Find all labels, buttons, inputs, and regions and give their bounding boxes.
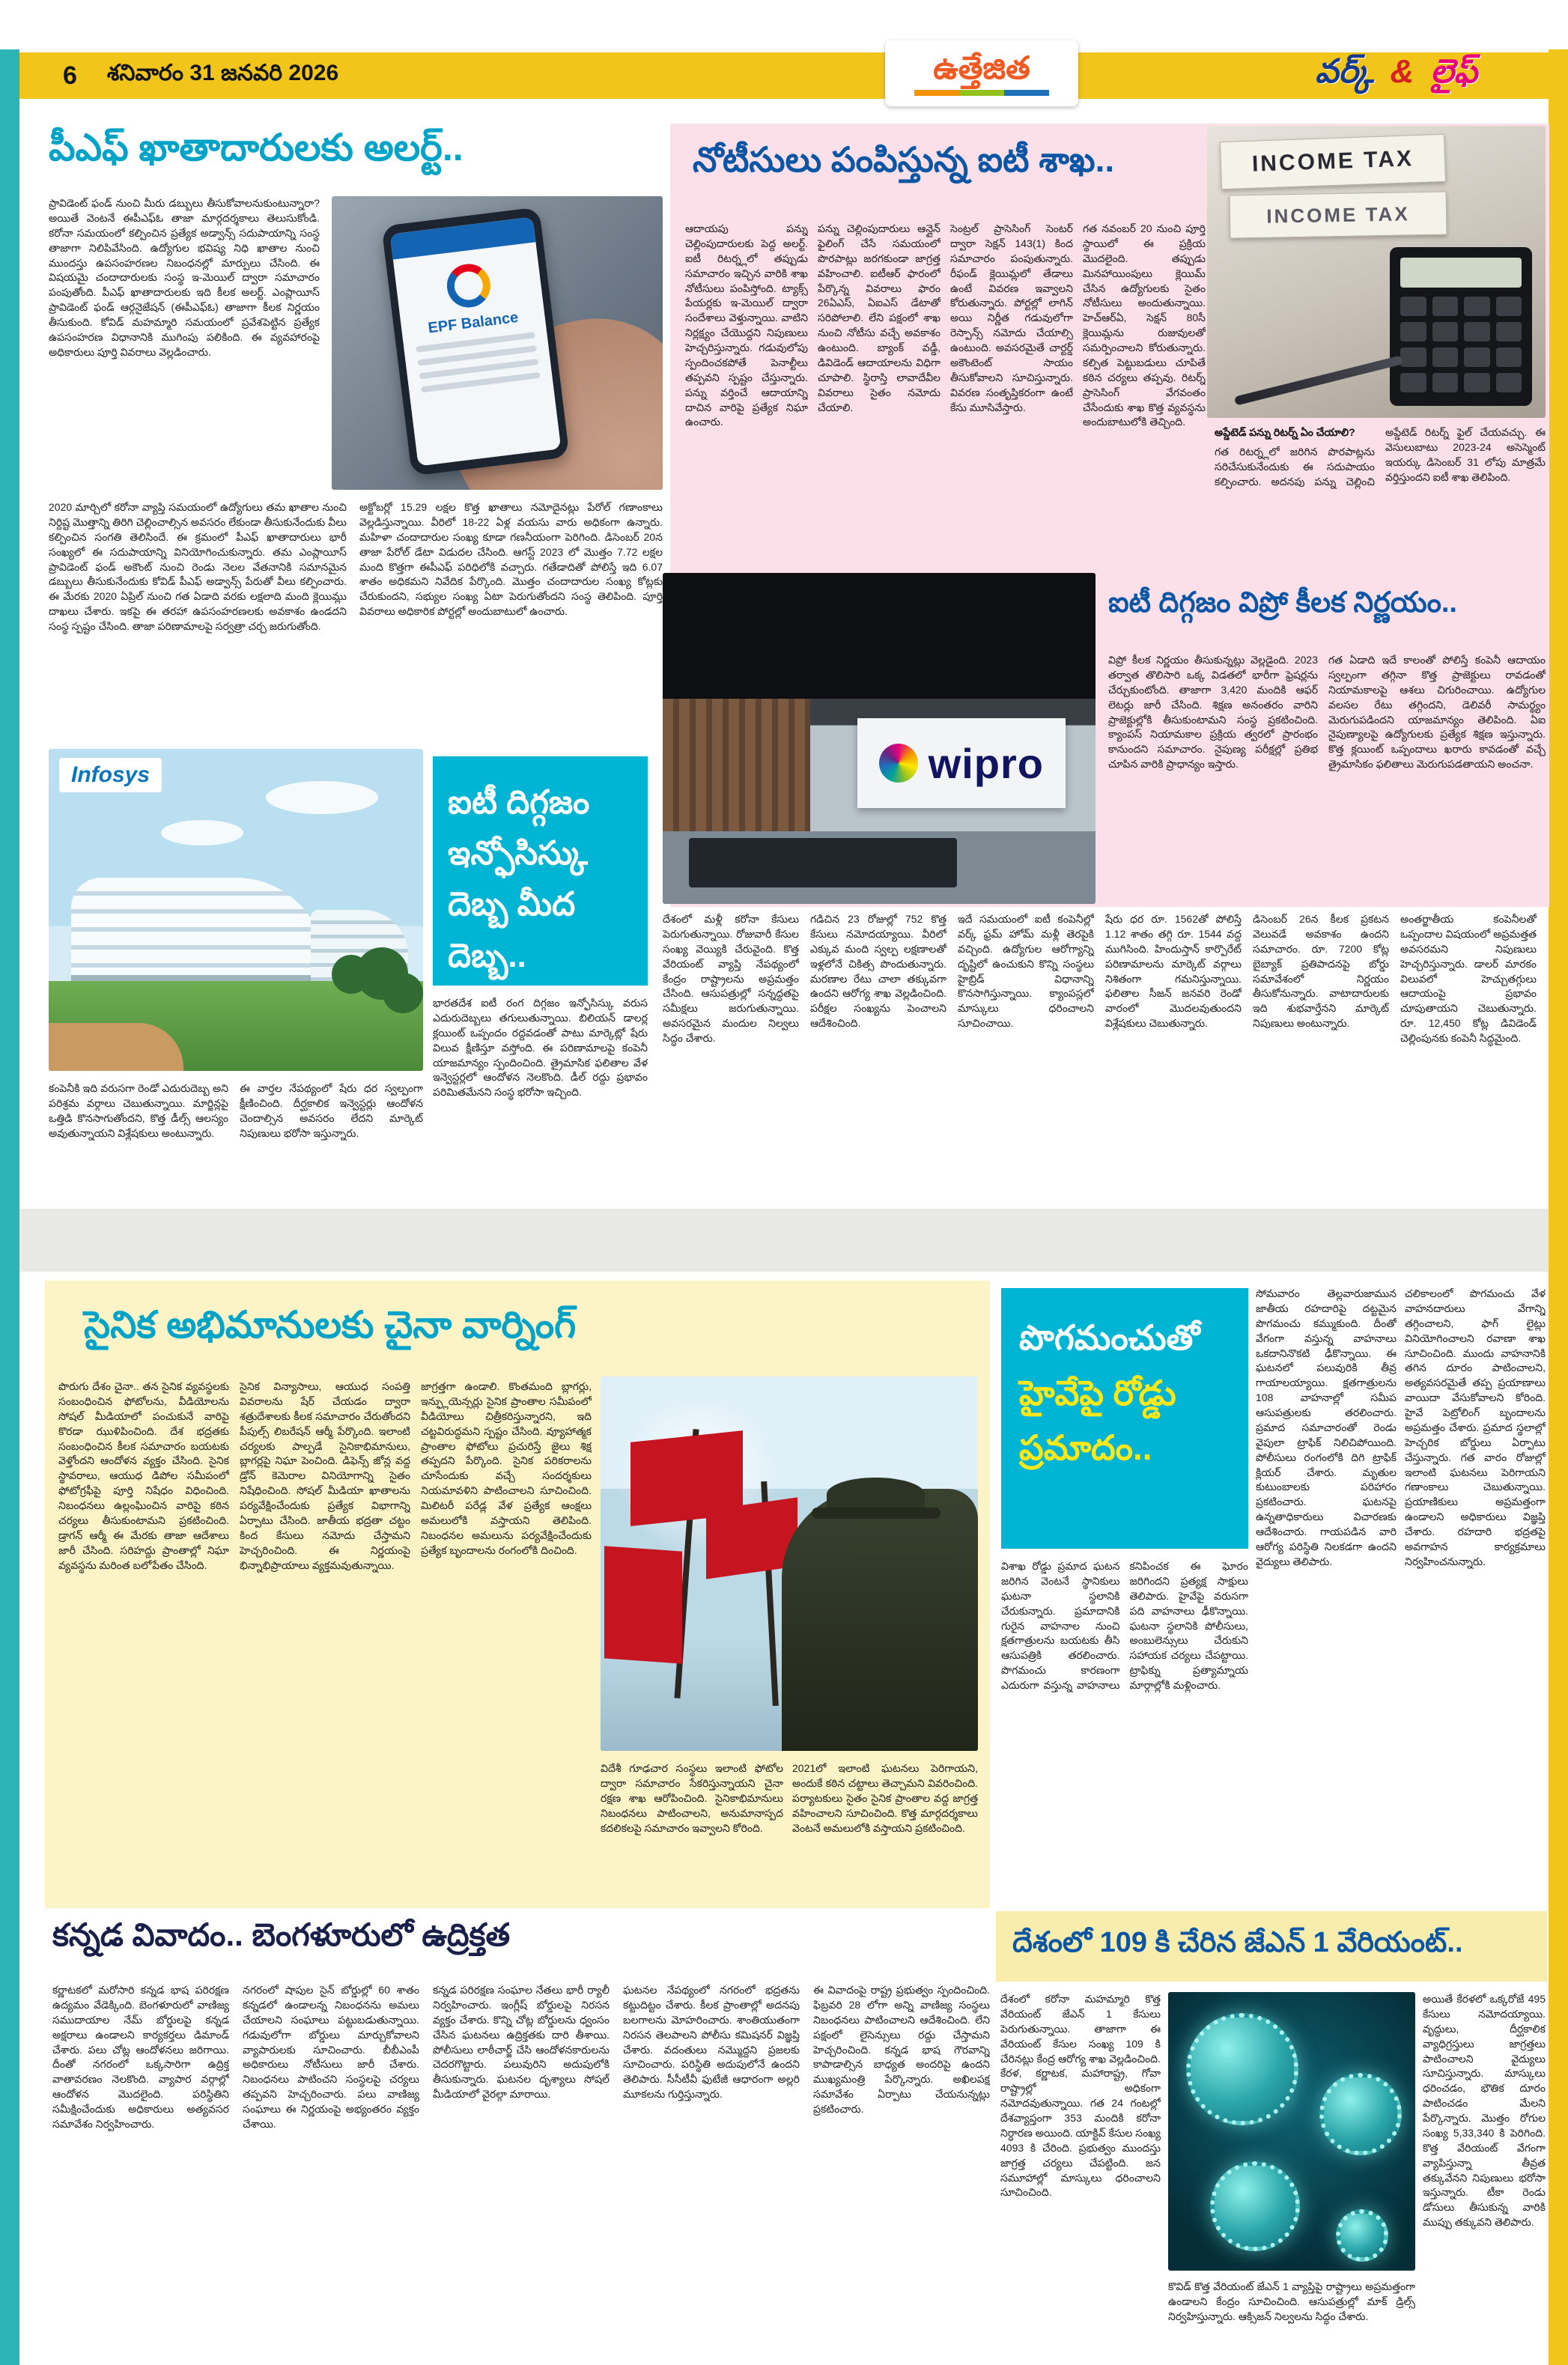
calculator-display xyxy=(1400,258,1522,288)
epf-logo-icon xyxy=(445,261,493,310)
china-soldier-photo xyxy=(601,1376,978,1751)
cloud xyxy=(161,820,243,845)
fog-headline-line: ప్రమాదం.. xyxy=(1019,1428,1152,1468)
kannada-headline: కన్నడ వివాదం.. బెంగళూరులో ఉద్రిక్తత xyxy=(52,1917,511,1952)
infosys-column: ఈ వార్తల నేపథ్యంలో షేరు ధర స్వల్పంగా క్షీణించింది. దీర్ఘకాలిక ఇన్వెస్టర్లు ఆందోళన చెందాల్సిన అవసరం లేదని మార్కెట్ నిపుణులు భరోసా ఇస్తున్నారు. xyxy=(240,1082,423,1139)
right-border-strip xyxy=(1549,49,1568,2365)
news-band-column: గడిచిన 23 రోజుల్లో 752 కొత్త కేసులు నమోదయ్యాయి. వీరిలో ఎక్కువ మంది స్వల్ప లక్షణాలతో ఇళ్లలోనే చికిత్స పొందుతున్నారు. మరణాల రేటు చాలా తక్కువగా ఉందని ఆరోగ్య శాఖ వెల్లడించింది. పరీక్షల సంఖ్యను పెంచాలని ఆదేశించింది. xyxy=(810,913,946,1030)
screen-text-lines xyxy=(404,330,552,394)
book-spine-label: INCOME TAX xyxy=(1266,201,1410,228)
fog-headline-box xyxy=(1001,1288,1248,1549)
fog-column: చలికాలంలో పొగమంచు వేళ వాహనదారులు వేగాన్ని తగ్గించాలని, ఫాగ్ లైట్లు వినియోగించాలని రవాణా శాఖ సూచించింది. ముందు వాహనానికి తగిన దూరం పాటించాలని, అత్యవసరమైతే తప్ప ప్రయాణాలు వాయిదా వేసుకోవాలని కోరింది. హైవే పెట్రోలింగ్ బృందాలను అప్రమత్తం చేశారు. ప్రమాద స్థలాల్లో హెచ్చరిక బోర్డులు ఏర్పాటు చేస్తున్నారు. గత వారం రోజుల్లో ఇలాంటి ఘటనలు పెరిగాయని గణాంకాలు చెబుతున్నాయి. ప్రయాణికులు అప్రమత్తంగా ఉండాలని అధికారులు విజ్ఞప్తి చేశారు. రహదారి భద్రతపై అవగాహన కార్యక్రమాలు నిర్వహించనున్నారు. xyxy=(1405,1287,1546,1567)
virus-particle xyxy=(1186,2013,1298,2125)
pf-column: ప్రావిడెంట్ ఫండ్ నుంచి మీరు డబ్బులు తీసుకోవాలనుకుంటున్నారా? అయితే వెంటనే ఈపీఎఫ్ఓ తాజా మార్గదర్శకాలు తెలుసుకోండి. కరోనా సమయంలో కల్పించిన ప్రత్యేక అడ్వాన్స్ సదుపాయాన్ని సంస్థ తాజాగా నిలిపివేసింది. ఉద్యోగుల భవిష్య నిధి ఖాతాల నుంచి ముందస్తు ఉపసంహరణల నిబంధనల్లో మార్పులు చేసింది. ఈ విషయమై చందాదారులకు సంస్థ ఇ-మెయిల్ ద్వారా సమాచారం పంపుతోంది. పీఎఫ్ ఖాతాదారులకు ఇది కీలక అలర్ట్. ఎంప్లాయీస్ ప్రావిడెంట్ ఫండ్ ఆర్గనైజేషన్ (ఈపీఎఫ్ఓ) తాజాగా కీలక నిర్ణయం తీసుకుంది. కోవిడ్ మహమ్మారి సమయంలో ప్రవేశపెట్టిన ప్రత్యేక ఉపసంహరణ విధానానికి ముగింపు పలికింది. ఈ వ్యవహారంపై అధికారులు పూర్తి వివరాలు వెల్లడించారు. xyxy=(49,197,320,358)
calculator-keys xyxy=(1400,297,1522,392)
pf-column: అక్టోబర్లో 15.29 లక్షల కొత్త ఖాతాలు నమోదైనట్లు పేరోల్ గణాంకాలు వెల్లడిస్తున్నాయి. వీరిలో 18-22 ఏళ్ల వయసు వారు అధికంగా ఉన్నారు. మహిళా చందాదారుల సంఖ్య కూడా గణనీయంగా పెరిగింది. డిసెంబర్ 20న తాజా పేరోల్ డేటా విడుదల చేసింది. ఆగస్ట్ 2023 లో మొత్తం 7.72 లక్షల మంది కొత్తగా ఈపీఎఫ్ పరిధిలోకి వచ్చారు. గతేడాదితో పోలిస్తే ఇది 6.07 శాతం అధికమని నివేదిక పేర్కొంది. మొత్తం చందాదారుల సంఖ్య కోట్లకు చేరుకుందని, సభ్యుల సంఖ్య ఏటా పెరుగుతోందని సంస్థ తెలిపింది. పూర్తి వివరాలు అధికారిక పోర్టల్లో అందుబాటులో ఉంచారు. xyxy=(359,501,663,618)
china-column: 2021లో ఇలాంటి ఘటనలు పెరిగాయని, అందుకే కఠిన చట్టాలు తెచ్చామని వివరించింది. పర్యాటకులు సైతం సైనిక ప్రాంతాల వద్ద జాగ్రత్త వహించాలని సూచించింది. కొత్త మార్గదర్శకాలు వెంటనే అమలులోకి వస్తాయని ప్రకటించింది. xyxy=(792,1762,978,1834)
news-band-column: అంతర్జాతీయ కంపెనీలతో ఒప్పందాల విషయంలో అప్రమత్తత అవసరమని నిపుణులు హెచ్చరిస్తున్నారు. డాలర్ మారకం విలువలో హెచ్చుతగ్గులు ఆదాయంపై ప్రభావం చూపుతాయని చెబుతున్నారు. రూ. 12,450 కోట్ల డివిడెండ్ చెల్లింపునకు కంపెనీ సిద్ధమైంది. xyxy=(1400,913,1537,1044)
infosys-headline-line: దెబ్బ మీద దెబ్బ.. xyxy=(448,886,576,974)
section-word-work: వర్క్ xyxy=(1315,52,1374,90)
infosys-headline-line: ఇన్ఫోసిస్కు xyxy=(448,835,588,872)
newspaper-logo xyxy=(885,40,1078,106)
section-separator xyxy=(19,1209,1549,1272)
book-spine-label: INCOME TAX xyxy=(1251,146,1414,177)
pf-column: 2020 మార్చిలో కరోనా వ్యాప్తి సమయంలో ఉద్యోగులు తమ ఖాతాల నుంచి నిర్దిష్ట మొత్తాన్ని తిరిగి చెల్లించాల్సిన అవసరం లేకుండా తీసుకునేందుకు వీలు కల్పించిన సంగతి తెలిసిందే. ఈ క్రమంలో పీఎఫ్ ఖాతాదారులు భారీ సంఖ్యలో ఈ సదుపాయాన్ని వినియోగించుకున్నారు. తమ ఎంప్లాయీస్ ప్రావిడెంట్ ఫండ్ అకౌంట్ నుంచి రెండు నెలల వేతనానికి సమానమైన డబ్బులు తీసుకునేందుకు కోవిడ్ పీఎఫ్ అడ్వాన్స్ పేరుతో వీలు కల్పించారు. ఈ మేరకు 2020 ఏప్రిల్ నుంచి గత ఏడాది వరకు లక్షలాది మంది క్లెయిమ్లు దాఖలు చేశారు. ఇకపై ఈ తరహా ఉపసంహరణలకు అవకాశం ఉండదని సంస్థ స్పష్టం చేసింది. తాజా పరిణామాలపై సర్వత్రా చర్చ జరుగుతోంది. xyxy=(49,501,347,632)
kannada-column: నగరంలో షాపుల సైన్ బోర్డుల్లో 60 శాతం కన్నడలో ఉండాలన్న నిబంధనను అమలు చేయాలని సంఘాలు పట్టుబడుతున్నాయి. గడువులోగా బోర్డులు మార్చుకోవాలని వ్యాపారులకు సూచించారు. బీబీఎంపీ అధికారులు నోటీసులు జారీ చేశారు. నిబంధనలు పాటించని సంస్థలపై చర్యలు తప్పవని హెచ్చరించారు. పలు వాణిజ్య సంఘాలు ఈ నిర్ణయంపై అభ్యంతరం వ్యక్తం చేశాయి. xyxy=(243,1984,419,2130)
wood-slat-wall xyxy=(663,699,810,831)
news-band-column: ఇదే సమయంలో ఐటీ కంపెనీల్లో వర్క్ ఫ్రమ్ హోమ్ మళ్లీ తెరపైకి వచ్చింది. ఉద్యోగుల ఆరోగ్యాన్ని దృష్టిలో ఉంచుకుని కొన్ని సంస్థలు హైబ్రిడ్ విధానాన్ని కొనసాగిస్తున్నాయి. క్యాంపస్లలో మాస్కులు ధరించాలని సూచించాయి. xyxy=(958,913,1094,1030)
qa-text: గత రిటర్న్లలో జరిగిన పొరపాట్లను సరిచేసుకునేందుకు ఈ సదుపాయం కల్పించారు. అదనపు పన్ను చెల్లించి అప్డేటెడ్ రిటర్న్ ఫైల్ చేయవచ్చు. ఈ వెసులుబాటు 2023-24 అసెస్మెంట్ ఇయర్కు డిసెంబర్ 31 లోపు మాత్రమే వర్తిస్తుందని ఐటీ శాఖ తెలిపింది. xyxy=(1215,426,1546,488)
wipro-column: విప్రో కీలక నిర్ణయం తీసుకున్నట్లు వెల్లడైంది. 2023 తర్వాత తొలిసారి ఒక్క విడతలో భారీగా ఫ్రెషర్లను చేర్చుకుంటోంది. తాజాగా 3,420 మందికి ఆఫర్ లెటర్లు జారీ చేసింది. శిక్షణ అనంతరం వారిని ప్రాజెక్టుల్లోకి తీసుకుంటామని సంస్థ ప్రకటించింది. క్యాంపస్ నియామకాల ప్రక్రియ త్వరలో ప్రారంభం కానుందని సమాచారం. నైపుణ్య పరీక్షల్లో ప్రతిభ చూపిన వారికి ప్రాధాన్యం ఇస్తారు. xyxy=(1108,654,1318,771)
china-column: విదేశీ గూఢచార సంస్థలు ఇలాంటి ఫోటోల ద్వారా సమాచారం సేకరిస్తున్నాయని చైనా రక్షణ శాఖ ఆరోపించింది. సైనికాభిమానులు నిబంధనలు పాటించాలని, అనుమానాస్పద కదలికలపై సమాచారం ఇవ్వాలని కోరింది. xyxy=(601,1762,783,1834)
china-headline: సైనిక అభిమానులకు చైనా వార్నింగ్ xyxy=(84,1304,577,1346)
pen xyxy=(1234,355,1403,405)
china-column: పొరుగు దేశం చైనా.. తన సైనిక వ్యవస్థలకు సంబంధించిన ఫోటోలను, వీడియోలను సోషల్ మీడియాలో పంచుకునే వారిపై కొరడా ఝుళిపించింది. దేశ భద్రతకు సంబంధించిన కీలక సమాచారం బయటకు వెళ్తోందని ఆందోళన వ్యక్తం చేసింది. సైనిక స్థావరాలు, ఆయుధ డిపోల సమీపంలో ఫోటోగ్రఫీపై పూర్తి నిషేధం విధించింది. నిబంధనలు ఉల్లంఘించిన వారిపై కఠిన చర్యలు తీసుకుంటామని ప్రకటించింది. డ్రాగన్ ఆర్మీ ఈ మేరకు తాజా ఆదేశాలు జారీ చేసింది. సరిహద్దు ప్రాంతాల్లో నిఘా వ్యవస్థను మరింత బలోపేతం చేసింది. xyxy=(58,1380,229,1571)
left-border-strip xyxy=(0,49,19,2365)
news-band-column: దేశంలో మళ్లీ కరోనా కేసులు పెరుగుతున్నాయి. రోజువారీ కేసుల సంఖ్య వెయ్యికి చేరువైంది. కొత్త వేరియంట్ వ్యాప్తి నేపథ్యంలో కేంద్రం రాష్ట్రాలను అప్రమత్తం చేసింది. ఆసుపత్రుల్లో సన్నద్ధతపై సమీక్షలు జరుగుతున్నాయి. అవసరమైన మందుల నిల్వలు సిద్ధం చేశారు. xyxy=(663,913,799,1044)
income-tax-book xyxy=(1220,134,1446,189)
wipro-office-photo xyxy=(663,573,1096,904)
news-band-column: షేరు ధర రూ. 1562తో పోలిస్తే 1.12 శాతం తగ్గి రూ. 1544 వద్ద ముగిసింది. హిందుస్తాన్ కార్పొరేట్ పరిణామాలను మార్కెట్ వర్గాలు నిశితంగా గమనిస్తున్నాయి. ఫలితాల సీజన్ జనవరి రెండో వారంలో మొదలవుతుందని విశ్లేషకులు చెబుతున్నారు. xyxy=(1105,913,1242,1030)
section-title xyxy=(1315,53,1477,99)
calculator xyxy=(1390,247,1532,406)
kannada-column: కర్ణాటకలో మరోసారి కన్నడ భాష పరిరక్షణ ఉద్యమం వేడెక్కింది. బెంగళూరులో వాణిజ్య సముదాయాల నేమ్ బోర్డులపై కన్నడ అక్షరాలు ఉండాలని కార్యకర్తలు డిమాండ్ చేశారు. పలు చోట్ల ఆందోళనలు జరిగాయి. దీంతో నగరంలో ఒక్కసారిగా ఉద్రిక్త వాతావరణం నెలకొంది. వ్యాపార వర్గాల్లో ఆందోళన మొదలైంది. పరిస్థితిని సమీక్షించేందుకు అధికారులు అత్యవసర సమావేశం నిర్వహించారు. xyxy=(52,1984,229,2130)
campus-building xyxy=(71,878,326,981)
cloud xyxy=(266,781,378,814)
qa-title: అప్డేటెడ్ పన్ను రిటర్న్ ఏం చేయాలి? xyxy=(1215,426,1355,438)
red-flag xyxy=(604,1546,682,1663)
wipro-headline: ఐటీ దిగ్గజం విప్రో కీలక నిర్ణయం.. xyxy=(1108,587,1457,619)
soldier-cap-brim xyxy=(812,1508,940,1519)
income-tax-photo xyxy=(1207,126,1546,418)
section-word-life: లైఫ్ xyxy=(1430,52,1477,90)
virus-particle xyxy=(1319,2073,1402,2155)
fog-headline-line: పొగమంచుతో xyxy=(1019,1318,1200,1357)
phone xyxy=(381,207,569,476)
it-notices-column: గత నవంబర్ 20 నుంచి పూర్తి స్థాయిలో ఈ ప్రక్రియ మొదలైంది. తప్పుడు మినహాయింపులు క్లెయిమ్ చేసిన ఉద్యోగులకు సైతం నోటీసులు అందుతున్నాయి. హెచ్ఆర్ఏ, సెక్షన్ 80సీ క్లెయిమ్లను రుజువులతో సమర్పించాలని కోరుతున్నారు. కల్పిత పెట్టుబడులు చూపితే కఠిన చర్యలు తప్పవు. రిటర్న్ ప్రాసెసింగ్ వేగవంతం చేసేందుకు శాఖ కొత్త వ్యవస్థను అందుబాటులోకి తెచ్చింది. xyxy=(1083,222,1206,428)
pathway xyxy=(49,1023,183,1072)
it-notices-column: ఆదాయపు పన్ను చెల్లింపుదారులకు పెద్ద అలర్ట్. ఐటీ రిటర్న్లలో తప్పుడు సమాచారం ఇచ్చిన వారికి శాఖ నోటీసులు పంపిస్తోంది. ట్యాక్స్ పేయర్లకు ఇ-మెయిల్ ద్వారా సందేశాలు వెళ్తున్నాయి. వాటిని నిర్లక్ష్యం చేయొద్దని నిపుణులు హెచ్చరిస్తున్నారు. గడువులోపు స్పందించకపోతే పెనాల్టీలు తప్పవని స్పష్టం చేస్తున్నారు. పన్ను వర్తించే ఆదాయాన్ని దాచిన వారిపై ప్రత్యేక నిఘా ఉంచారు. xyxy=(685,222,808,428)
infosys-column: భారతదేశ ఐటీ రంగ దిగ్గజం ఇన్ఫోసిస్కు వరుస ఎదురుదెబ్బలు తగులుతున్నాయి. బిలియన్ డాలర్ల క్లయింట్ ఒప్పందం రద్దవడంతో పాటు మార్కెట్లో షేరు విలువ క్షీణిస్తూ వస్తోంది. ఈ పరిణామాలపై కంపెనీ యాజమాన్యం స్పందించింది. త్రైమాసిక ఫలితాల వేళ ఇన్వెస్టర్లలో ఆందోళన నెలకొంది. డీల్ రద్దు ప్రభావం పరిమితమేనని సంస్థ భరోసా ఇచ్చింది. xyxy=(433,997,648,1099)
virus-particle xyxy=(1210,2161,1300,2251)
income-tax-book xyxy=(1230,191,1447,238)
tree xyxy=(383,973,423,1013)
newspaper-logo-text: ఉత్తేజిత xyxy=(933,49,1030,85)
jn1-column: అయితే కేరళలో ఒక్కరోజే 495 కేసులు నమోదయ్యాయి. వృద్ధులు, దీర్ఘకాలిక వ్యాధిగ్రస్తులు జాగ్రత్తలు పాటించాలని వైద్యులు సూచిస్తున్నారు. మాస్కులు ధరించడం, భౌతిక దూరం పాటించడం మేలని పేర్కొన్నారు. మొత్తం రోగుల సంఖ్య 5,33,340 కి పెరిగింది. కొత్త వేరియంట్ వేగంగా వ్యాపిస్తున్నా తీవ్రత తక్కువేనని నిపుణులు భరోసా ఇస్తున్నారు. టీకా రెండు డోసులు తీసుకున్న వారికి ముప్పు తక్కువని తెలిపారు. xyxy=(1423,1993,1546,2229)
it-notices-headline: నోటీసులు పంపిస్తున్న ఐటీ శాఖ.. xyxy=(693,140,1115,179)
fog-headline-line: హైవేపై రోడ్డు xyxy=(1019,1373,1176,1412)
phone-screen xyxy=(390,216,562,466)
news-band-column: డిసెంబర్ 26న కీలక ప్రకటన వెలువడే అవకాశం ఉందని సమాచారం. రూ. 7200 కోట్ల బైబ్యాక్ ప్రతిపాదనపై బోర్డు సమావేశంలో నిర్ణయం తీసుకోనున్నారు. వాటాదారులకు ఇది శుభవార్తేనని మార్కెట్ నిపుణులు అంటున్నారు. xyxy=(1253,913,1389,1030)
app-header-bar xyxy=(390,216,536,259)
logo-underline xyxy=(914,90,1049,96)
jn1-column: దేశంలో కరోనా మహమ్మారి కొత్త వేరియంట్ జేఎన్ 1 కేసులు పెరుగుతున్నాయి. తాజాగా ఈ వేరియంట్ కేసుల సంఖ్య 109 కి చేరినట్లు కేంద్ర ఆరోగ్య శాఖ వెల్లడించింది. కేరళ, కర్ణాటక, మహారాష్ట్ర, గోవా రాష్ట్రాల్లో అధికంగా నమోదవుతున్నాయి. గత 24 గంటల్లో దేశవ్యాప్తంగా 353 మందికి కరోనా నిర్ధారణ అయింది. యాక్టివ్ కేసుల సంఖ్య 4093 కి చేరింది. ప్రభుత్వం ముందస్తు జాగ్రత్త చర్యలు చేపట్టింది. జన సమూహాల్లో మాస్కులు ధరించాలని సూచించింది. xyxy=(1000,1993,1161,2199)
fog-column: సోమవారం తెల్లవారుజామున జాతీయ రహదారిపై దట్టమైన పొగమంచు కమ్ముకుంది. దీంతో వేగంగా వస్తున్న వాహనాలు ఒకదానినొకటి ఢీకొన్నాయి. ఈ ఘటనలో పలువురికి తీవ్ర గాయాలయ్యాయి. క్షతగాత్రులను 108 వాహనాల్లో సమీప ఆసుపత్రులకు తరలించారు. ప్రమాద సమాచారంతో రెండు వైపులా ట్రాఫిక్ నిలిచిపోయింది. పోలీసులు రంగంలోకి దిగి ట్రాఫిక్ క్లియర్ చేశారు. మృతుల కుటుం‌బాలకు పరిహారం ప్రకటించారు. ఘటనపై ఉన్నతాధికారులు విచారణకు ఆదేశించారు. గాయపడిన వారి ఆరోగ్య పరిస్థితి నిలకడగా ఉందని వైద్యులు తెలిపారు. xyxy=(1256,1287,1397,1567)
epf-phone-photo xyxy=(332,196,663,490)
jn1-column: కొవిడ్ కొత్త వేరియంట్ జేఎన్ 1 వ్యాప్తిపై రాష్ట్రాలు అప్రమత్తంగా ఉండాలని కేంద్రం సూచించింది. ఆసుపత్రుల్లో మాక్ డ్రిల్స్ నిర్వహిస్తున్నారు. ఆక్సిజన్ నిల్వలను సిద్ధం చేశారు. xyxy=(1168,2280,1415,2322)
soldier-cap xyxy=(827,1478,925,1511)
wipro-logo-panel xyxy=(857,718,1065,807)
epf-screen-title: EPF Balance xyxy=(427,309,520,337)
infosys-column: కంపెనీకి ఇది వరుసగా రెండో ఎదురుదెబ్బ అని పరిశ్రమ వర్గాలు చెబుతున్నాయి. మార్జిన్లపై ఒత్తిడి కొనసాగుతోందని, కొత్త డీల్స్ ఆలస్యం అవుతున్నాయని విశ్లేషకులు అంటున్నారు. xyxy=(49,1082,228,1139)
jn1-headline-band xyxy=(996,1911,1547,1982)
kannada-column: ఘటనల నేపథ్యంలో నగరంలో భద్రతను కట్టుదిట్టం చేశారు. కీలక ప్రాంతాల్లో అదనపు బలగాలను మోహరించారు. శాంతియుతంగా నిరసన తెలపాలని పోలీసు కమిషనర్ విజ్ఞప్తి చేశారు. వదంతులు నమ్మొద్దని ప్రజలకు సూచించారు. పరిస్థితి అదుపులోనే ఉందని తెలిపారు. సీసీటీవీ ఫుటేజీ ఆధారంగా అల్లరి మూకలను గుర్తిస్తున్నారు. xyxy=(623,1984,800,2101)
infosys-headline-box xyxy=(433,756,648,986)
kannada-column: ఈ వివాదంపై రాష్ట్ర ప్రభుత్వం స్పందించింది. ఫిబ్రవరి 28 లోగా అన్ని వాణిజ్య సంస్థలు నిబంధనలు పాటించాలని ఆదేశించింది. లేని పక్షంలో లైసెన్సులు రద్దు చేస్తామని హెచ్చరించింది. కన్నడ భాష గౌరవాన్ని కాపాడాల్సిన బాధ్యత అందరిపై ఉందని ముఖ్యమంత్రి పేర్కొన్నారు. అఖిలపక్ష సమావేశం ఏర్పాటు చేయనున్నట్లు ప్రకటించారు. xyxy=(813,1984,990,2115)
infosys-campus-photo xyxy=(49,749,423,1071)
page-number: 6 xyxy=(63,61,77,90)
it-notices-qa-block xyxy=(1215,425,1546,560)
kannada-column: కన్నడ పరిరక్షణ సంఘాల నేతలు భారీ ర్యాలీ నిర్వహించారు. ఇంగ్లీష్ బోర్డులపై నిరసన వ్యక్తం చేశారు. కొన్ని చోట్ల బోర్డులను ధ్వంసం చేసిన ఘటనలు ఉద్రిక్తతకు దారి తీశాయి. పోలీసులు లాఠీచార్జ్ చేసి ఆందోళనకారులను చెదరగొట్టారు. పలువురిని అదుపులోకి తీసుకున్నారు. ఘటనల దృశ్యాలు సోషల్ మీడియాలో వైరల్గా మారాయి. xyxy=(433,1984,610,2101)
virus-particle xyxy=(1336,2209,1388,2262)
jn1-headline: దేశంలో 109 కి చేరిన జేఎన్ 1 వేరియంట్.. xyxy=(1012,1927,1463,1958)
infosys-headline-line: ఐటీ దిగ్గజం xyxy=(448,784,590,821)
china-column: జాగ్రత్తగా ఉండాలి. కొంతమంది బ్లాగర్లు, ఇన్ఫ్లుయెన్సర్లు సైనిక ప్రాంతాల సమీపంలో వీడియోలు చిత్రీకరిస్తున్నారని, ఇది చట్టవిరుద్ధమని స్పష్టం చేసింది. వ్యూహాత్మక ప్రాంతాల ఫోటోలు ప్రచురిస్తే జైలు శిక్ష తప్పదని పేర్కొంది. సైనిక పరికరాలను చూసేందుకు వచ్చే సందర్శకులు నియమావళిని పాటించాలని సూచించింది. మిలిటరీ పరేడ్ల వేళ ప్రత్యేక ఆంక్షలు అమలులోకి వస్తాయని తెలిపింది. నిబంధనల అమలును పర్యవేక్షించేందుకు ప్రత్యేక బృందాలను రంగంలోకి దించింది. xyxy=(421,1380,592,1556)
china-column: సైనిక విన్యాసాలు, ఆయుధ సంపత్తి వివరాలను షేర్ చేయడం ద్వారా శత్రుదేశాలకు కీలక సమాచారం చేరుతోందని పీపుల్స్ లిబరేషన్ ఆర్మీ పేర్కొంది. ఇలాంటి చర్యలకు పాల్పడే సైనికాభిమానులు, బ్లాగర్లపై నిఘా పెంచింది. డిఫెన్స్ జోన్ల వద్ద డ్రోన్ కెమెరాల వినియోగాన్ని సైతం నిషేధించింది. సోషల్ మీడియా ఖాతాలను పర్యవేక్షించేందుకు ప్రత్యేక విభాగాన్ని ఏర్పాటు చేసింది. జాతీయ భద్రతా చట్టం కింద కేసులు నమోదు చేస్తామని హెచ్చరించింది. ఈ నిర్ణయంపై భిన్నాభిప్రాయాలు వ్యక్తమవుతున్నాయి. xyxy=(240,1380,410,1571)
reception-desk xyxy=(689,838,957,887)
it-notices-column: పన్ను చెల్లింపుదారులు ఆన్లైన్ ఫైలింగ్ చేసే సమయంలో పొరపాట్లు జరగకుండా జాగ్రత్త వహించాలి. ఐటీఆర్ ఫారంలో పేర్కొన్న వివరాలు ఫారం 26ఏఎస్, ఏఐఎస్ డేటాతో సరిపోలాలి. లేని పక్షంలో శాఖ నుంచి నోటీసు వచ్చే అవకాశం ఉంటుంది. బ్యాంక్ వడ్డీ, డివిడెండ్ ఆదాయాలను విధిగా చూపాలి. స్థిరాస్తి లావాదేవీల వివరాలు సైతం నమోదు చేయాలి. xyxy=(818,222,941,413)
section-ampersand: & xyxy=(1390,52,1414,90)
infosys-logo-text: Infosys xyxy=(59,758,162,792)
wipro-column: గత ఏడాది ఇదే కాలంతో పోలిస్తే కంపెనీ ఆదాయం స్వల్పంగా తగ్గినా కొత్త ప్రాజెక్టులు రావడంతో నియామకాలపై ఆశలు చిగురించాయి. ఉద్యోగుల వలసల రేటు తగ్గిందని, డెలివరీ సామర్థ్యం మెరుగుపడిందని యాజమాన్యం తెలిపింది. ఏఐ నైపుణ్యాలపై ఉద్యోగులకు ప్రత్యేక శిక్షణ ఇస్తున్నారు. కొత్త క్లయింట్ ఒప్పందాలు ఖరారు కావడంతో వచ్చే త్రైమాసికం ఫలితాలు మెరుగుపడతాయని అంచనా. xyxy=(1328,654,1546,771)
tree xyxy=(332,955,371,994)
page-date: శనివారం 31 జనవరి 2026 xyxy=(106,60,339,85)
wipro-flower-icon xyxy=(879,744,918,783)
it-notices-column: సెంట్రల్ ప్రాసెసింగ్ సెంటర్ ద్వారా సెక్షన్ 143(1) కింద సమాచారం పంపుతున్నారు. రీఫండ్ క్లెయిమ్లలో తేడాలు ఉంటే వివరణ ఇవ్వాలని కోరుతున్నారు. పోర్టల్లో లాగిన్ అయి నిర్ణీత గడువులోగా రెస్పాన్స్ నమోదు చేయాల్సి ఉంటుంది. అవసరమైతే చార్టర్డ్ అకౌంటెంట్ సాయం తీసుకోవాలని సూచిస్తున్నారు. వివరణ సంతృప్తికరంగా ఉంటే కేసు మూసివేస్తారు. xyxy=(950,222,1073,413)
masthead-bar xyxy=(19,49,1549,99)
soldier-silhouette xyxy=(782,1489,978,1751)
pf-headline: పీఎఫ్ ఖాతాదారులకు అలర్ట్.. xyxy=(49,127,464,169)
wipro-logo-text: wipro xyxy=(928,739,1044,787)
coronavirus-photo xyxy=(1168,1992,1415,2271)
fog-column: విశాఖ రోడ్డు ప్రమాద ఘటన జరిగిన వెంటనే స్థానికులు ఘటనా స్థలానికి చేరుకున్నారు. ప్రమాదానికి గురైన వాహనాల నుంచి క్షతగాత్రులను బయటకు తీసి ఆసుపత్రికి తరలించారు. పొగమంచు కారణంగా ఎదురుగా వస్తున్న వాహనాలు కనిపించక ఈ ఘోరం జరిగిందని ప్రత్యక్ష సాక్షులు తెలిపారు. హైవేపై వరుసగా పది వాహనాలు ఢీకొన్నాయి. ఘటనా స్థలానికి పోలీసులు, అంబులెన్సులు చేరుకుని సహాయక చర్యలు చేపట్టాయి. ట్రాఫిక్ను ప్రత్యామ్నాయ మార్గాల్లోకి మళ్లించారు. xyxy=(1001,1560,1248,1691)
